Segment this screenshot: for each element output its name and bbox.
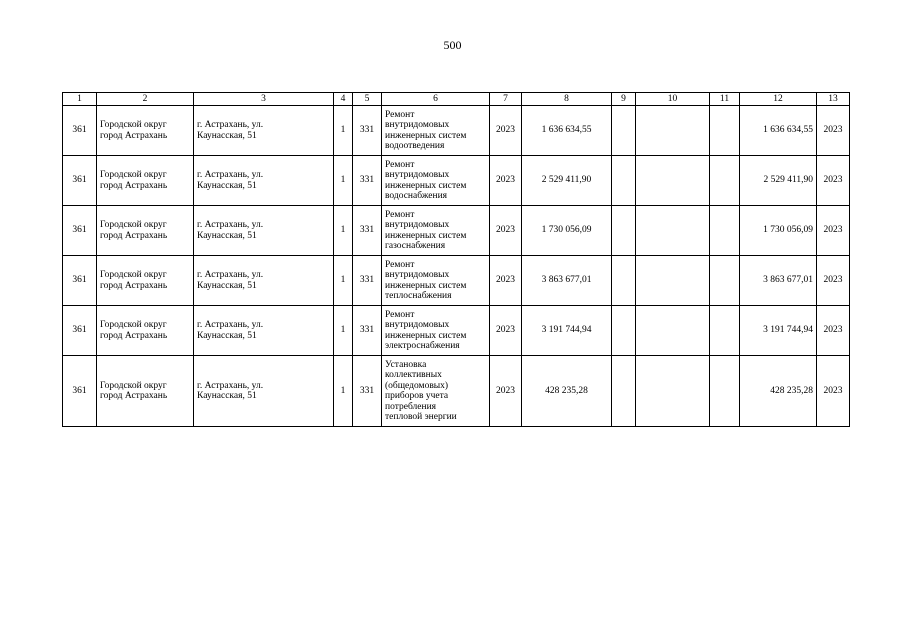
cell-total: 1 636 634,55	[740, 106, 817, 156]
cell-number: 361	[63, 356, 97, 427]
table-row	[63, 356, 850, 427]
cell-col9	[612, 106, 636, 156]
cell-col4: 1	[334, 206, 353, 256]
cell-cost: 1 730 056,09	[522, 206, 612, 256]
cell-col10	[636, 356, 710, 427]
cell-work-type: Установка коллективных (общедомовых) приборов учета потребления тепловой энергии	[382, 356, 490, 427]
cell-cost: 1 636 634,55	[522, 106, 612, 156]
cell-cost: 428 235,28	[522, 356, 612, 427]
cell-year: 2023	[490, 306, 522, 356]
cell-municipality: Городской округ город Астрахань	[97, 306, 194, 356]
table-row	[63, 106, 850, 156]
cell-year-end: 2023	[817, 156, 850, 206]
cell-number: 361	[63, 306, 97, 356]
cell-year: 2023	[490, 106, 522, 156]
cell-col11	[710, 256, 740, 306]
column-header: 13	[817, 93, 850, 106]
cell-number: 361	[63, 206, 97, 256]
table-row	[63, 256, 850, 306]
cell-cost: 2 529 411,90	[522, 156, 612, 206]
cell-col4: 1	[334, 356, 353, 427]
cell-municipality: Городской округ город Астрахань	[97, 106, 194, 156]
cell-col5: 331	[353, 206, 382, 256]
cell-number: 361	[63, 156, 97, 206]
table-row	[63, 306, 850, 356]
cell-total: 428 235,28	[740, 356, 817, 427]
column-header: 2	[97, 93, 194, 106]
cell-col9	[612, 356, 636, 427]
column-header: 3	[194, 93, 334, 106]
cell-year-end: 2023	[817, 206, 850, 256]
column-header: 11	[710, 93, 740, 106]
cell-municipality: Городской округ город Астрахань	[97, 156, 194, 206]
cell-col5: 331	[353, 256, 382, 306]
cell-col11	[710, 306, 740, 356]
cell-total: 3 863 677,01	[740, 256, 817, 306]
cell-year: 2023	[490, 356, 522, 427]
cell-address: г. Астрахань, ул. Каунасская, 51	[194, 256, 334, 306]
cell-year-end: 2023	[817, 356, 850, 427]
column-header: 1	[63, 93, 97, 106]
cell-col5: 331	[353, 306, 382, 356]
cell-col11	[710, 156, 740, 206]
cell-col5: 331	[353, 106, 382, 156]
cell-municipality: Городской округ город Астрахань	[97, 256, 194, 306]
cell-address: г. Астрахань, ул. Каунасская, 51	[194, 306, 334, 356]
cell-address: г. Астрахань, ул. Каунасская, 51	[194, 206, 334, 256]
cell-number: 361	[63, 256, 97, 306]
column-header: 9	[612, 93, 636, 106]
cell-year: 2023	[490, 256, 522, 306]
cell-col10	[636, 256, 710, 306]
cell-address: г. Астрахань, ул. Каунасская, 51	[194, 106, 334, 156]
cell-col10	[636, 156, 710, 206]
cell-col4: 1	[334, 306, 353, 356]
cell-col5: 331	[353, 156, 382, 206]
data-table	[62, 92, 850, 427]
cell-col10	[636, 206, 710, 256]
cell-col10	[636, 306, 710, 356]
cell-work-type: Ремонт внутридомовых инженерных систем электроснабжения	[382, 306, 490, 356]
cell-col11	[710, 356, 740, 427]
cell-col11	[710, 206, 740, 256]
cell-col9	[612, 156, 636, 206]
cell-address: г. Астрахань, ул. Каунасская, 51	[194, 356, 334, 427]
cell-col4: 1	[334, 156, 353, 206]
cell-col4: 1	[334, 106, 353, 156]
table-row	[63, 206, 850, 256]
cell-cost: 3 191 744,94	[522, 306, 612, 356]
cell-col9	[612, 206, 636, 256]
cell-total: 2 529 411,90	[740, 156, 817, 206]
column-header: 5	[353, 93, 382, 106]
cell-col9	[612, 256, 636, 306]
cell-cost: 3 863 677,01	[522, 256, 612, 306]
cell-year: 2023	[490, 156, 522, 206]
cell-number: 361	[63, 106, 97, 156]
cell-total: 3 191 744,94	[740, 306, 817, 356]
cell-col11	[710, 106, 740, 156]
column-header: 10	[636, 93, 710, 106]
cell-year-end: 2023	[817, 256, 850, 306]
column-header: 12	[740, 93, 817, 106]
cell-work-type: Ремонт внутридомовых инженерных систем водоотведения	[382, 106, 490, 156]
page-number: 500	[443, 38, 462, 52]
cell-year: 2023	[490, 206, 522, 256]
cell-col10	[636, 106, 710, 156]
table-row	[63, 156, 850, 206]
cell-municipality: Городской округ город Астрахань	[97, 206, 194, 256]
header-row	[63, 93, 850, 106]
column-header: 7	[490, 93, 522, 106]
cell-col4: 1	[334, 256, 353, 306]
cell-col9	[612, 306, 636, 356]
cell-year-end: 2023	[817, 306, 850, 356]
column-header: 6	[382, 93, 490, 106]
cell-year-end: 2023	[817, 106, 850, 156]
cell-work-type: Ремонт внутридомовых инженерных систем газоснабжения	[382, 206, 490, 256]
column-header: 8	[522, 93, 612, 106]
cell-work-type: Ремонт внутридомовых инженерных систем водоснабжения	[382, 156, 490, 206]
column-header: 4	[334, 93, 353, 106]
cell-address: г. Астрахань, ул. Каунасская, 51	[194, 156, 334, 206]
cell-total: 1 730 056,09	[740, 206, 817, 256]
cell-col5: 331	[353, 356, 382, 427]
cell-work-type: Ремонт внутридомовых инженерных систем теплоснабжения	[382, 256, 490, 306]
cell-municipality: Городской округ город Астрахань	[97, 356, 194, 427]
